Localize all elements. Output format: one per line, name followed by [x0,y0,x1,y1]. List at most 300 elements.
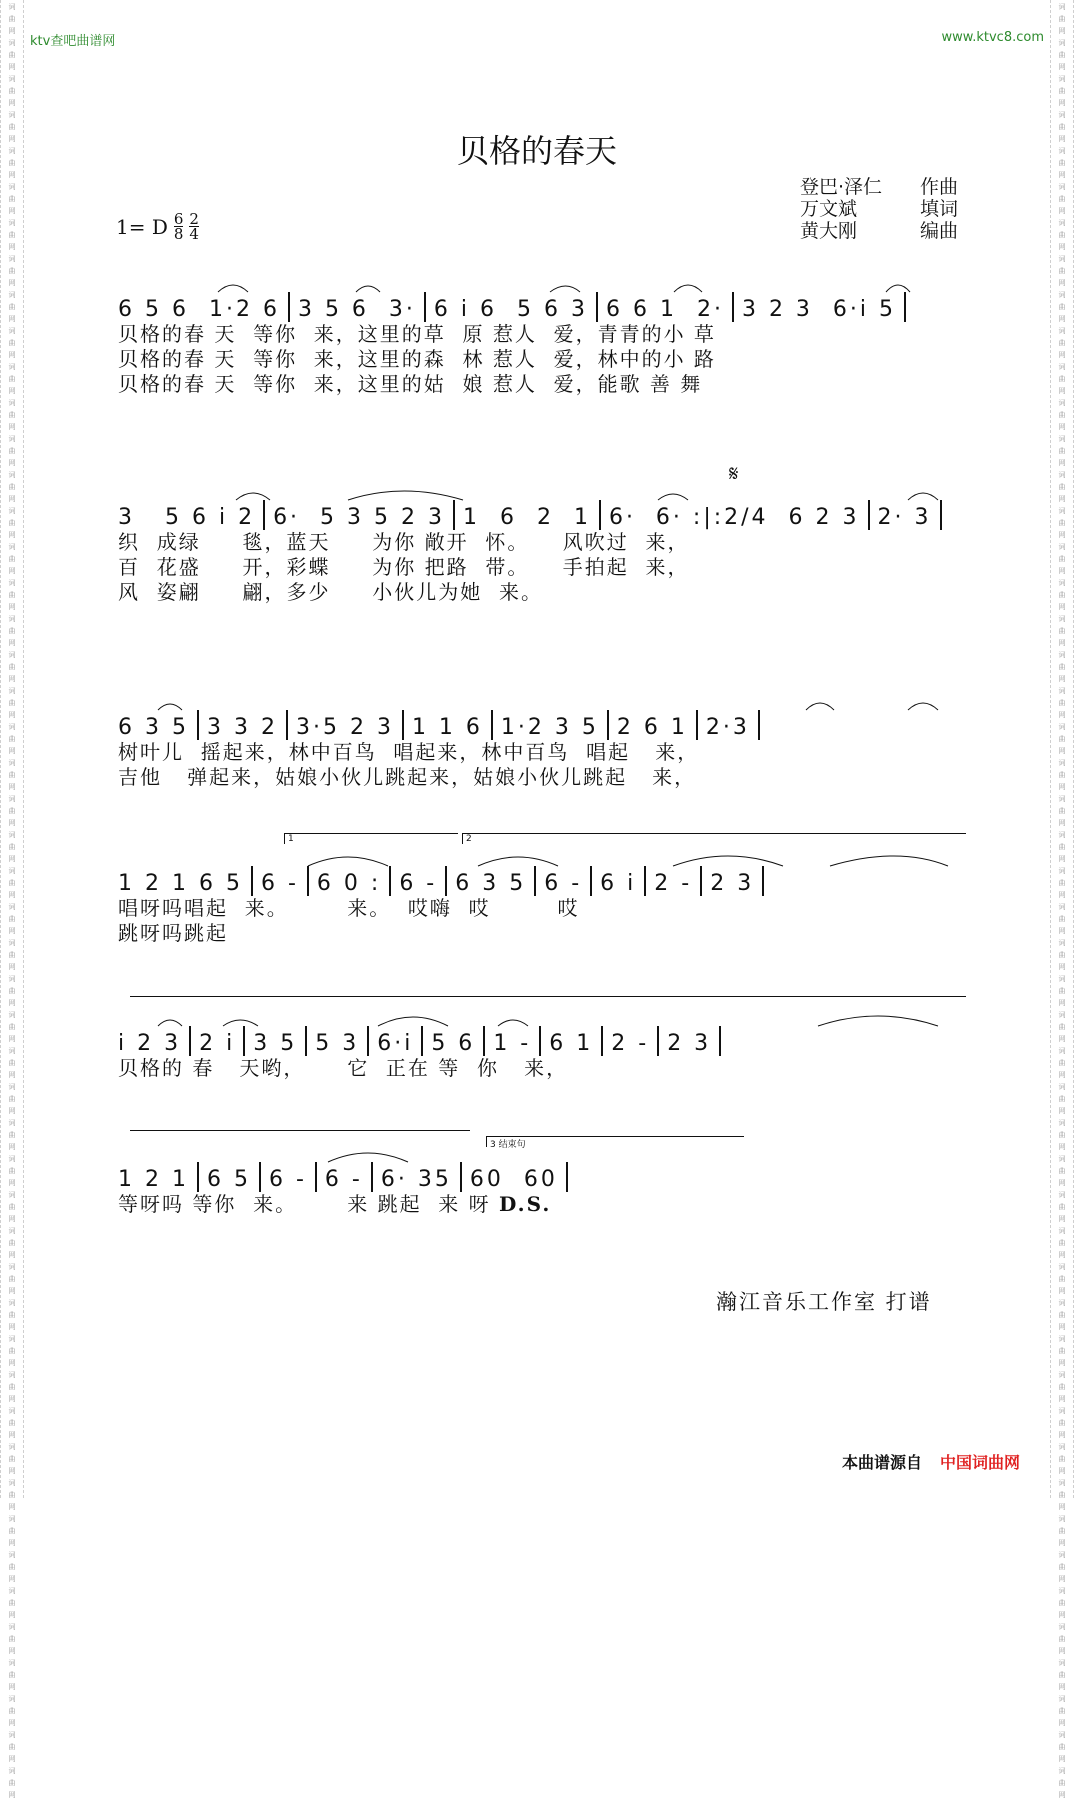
watermark-char: 曲 [8,15,16,23]
watermark-char: 网 [1058,639,1066,647]
staff-system-2 [118,496,968,605]
watermark-char: 网 [1058,675,1066,683]
watermark-char: 网 [8,1575,16,1583]
watermark-char: 词 [8,1443,16,1451]
watermark-char: 网 [8,927,16,935]
watermark-char: 网 [1058,1467,1066,1475]
watermark-char: 网 [1058,1143,1066,1151]
credit-lyricist: 万文斌 填词 [800,198,959,220]
watermark-char: 网 [1058,1071,1066,1079]
right-watermark-strip [1050,0,1074,1799]
measure: 5 6 [431,1031,476,1056]
staff-system-3 [118,706,968,790]
watermark-char: 词 [1058,1371,1066,1379]
watermark-char: 曲 [8,555,16,563]
watermark-char: 网 [1058,819,1066,827]
watermark-char: 网 [8,1035,16,1043]
watermark-char: 词 [1058,291,1066,299]
watermark-char: 网 [8,567,16,575]
watermark-char: 网 [8,27,16,35]
watermark-char: 词 [1058,39,1066,47]
watermark-char: 网 [8,207,16,215]
measure: 2 3 [710,871,755,896]
watermark-char: 网 [8,279,16,287]
watermark-char: 词 [1058,1299,1066,1307]
watermark-char: 词 [8,111,16,119]
watermark-char: 词 [8,1731,16,1739]
key-signature: 1= D $\frac{6}{8}$ $\frac{2}{4}$ [116,210,199,243]
watermark-char: 词 [8,1695,16,1703]
watermark-char: 曲 [1058,1095,1066,1103]
notation-row-1 [118,288,968,322]
watermark-char: 网 [8,603,16,611]
watermark-char: 曲 [8,1167,16,1175]
watermark-char: 曲 [8,1275,16,1283]
watermark-char: 网 [1058,1179,1066,1187]
watermark-char: 词 [8,687,16,695]
measure: 1 6 2 1 [463,505,591,530]
watermark-char: 词 [1058,975,1066,983]
watermark-char: 词 [1058,507,1066,515]
watermark-char: 网 [8,1071,16,1079]
watermark-char: 网 [8,1539,16,1547]
watermark-char: 词 [8,363,16,371]
watermark-char: 网 [1058,999,1066,1007]
watermark-char: 网 [8,999,16,1007]
watermark-char: 曲 [8,51,16,59]
watermark-char: 网 [1058,315,1066,323]
watermark-char: 词 [1058,1623,1066,1631]
watermark-char: 曲 [1058,555,1066,563]
staff-system-4 [118,862,968,946]
watermark-char: 曲 [8,1419,16,1427]
watermark-char: 曲 [1058,1131,1066,1139]
watermark-char: 词 [8,579,16,587]
watermark-char: 词 [8,1191,16,1199]
watermark-char: 网 [8,1719,16,1727]
watermark-char: 词 [8,1623,16,1631]
watermark-char: 网 [8,1179,16,1187]
watermark-char: 曲 [8,1491,16,1499]
watermark-char: 网 [8,243,16,251]
watermark-char: 网 [1058,27,1066,35]
watermark-char: 曲 [1058,1527,1066,1535]
watermark-char: 词 [1058,1587,1066,1595]
watermark-char: 词 [1058,1479,1066,1487]
watermark-char: 曲 [1058,1455,1066,1463]
watermark-char: 网 [1058,783,1066,791]
watermark-char: 网 [1058,1215,1066,1223]
watermark-char: 词 [8,183,16,191]
watermark-char: 曲 [8,699,16,707]
watermark-char: 词 [8,1047,16,1055]
watermark-char: 词 [1058,723,1066,731]
watermark-char: 词 [1058,435,1066,443]
watermark-char: 网 [1058,891,1066,899]
watermark-char: 曲 [8,1311,16,1319]
watermark-char: 曲 [1058,339,1066,347]
measure: 2 i [199,1031,236,1056]
watermark-char: 网 [8,1359,16,1367]
watermark-char: 曲 [1058,1599,1066,1607]
watermark-char: 词 [1058,1659,1066,1667]
watermark-char: 网 [1058,1539,1066,1547]
measure: 6·i [377,1031,414,1056]
measure: 3 3 2 [206,715,278,740]
watermark-char: 曲 [8,1203,16,1211]
watermark-char: 词 [1058,1011,1066,1019]
watermark-char: 网 [1058,495,1066,503]
lyric-line: 百 花盛 开，彩蝶 为你 把路 带。 手拍起 来， [118,555,690,579]
measure: 2 3 [667,1031,712,1056]
lyric-line: 跳呀吗跳起 [118,921,228,945]
watermark-char: 曲 [1058,159,1066,167]
watermark-char: 词 [8,1551,16,1559]
watermark-char: 网 [8,891,16,899]
measure: 6 0 : [316,871,382,896]
watermark-char: 网 [8,1215,16,1223]
watermark-char: 词 [1058,795,1066,803]
measure: 1 1 6 [411,715,483,740]
watermark-char: 词 [1058,1119,1066,1127]
watermark-char: 曲 [8,1743,16,1751]
watermark-char: 曲 [8,483,16,491]
watermark-char: 词 [8,1119,16,1127]
watermark-char: 曲 [8,1599,16,1607]
watermark-char: 曲 [8,1671,16,1679]
measure: 3 2 3 6·i 5 [741,297,897,322]
measure: 1·2 3 5 [500,715,599,740]
watermark-char: 词 [1058,1083,1066,1091]
measure: 3 5 [253,1031,298,1056]
watermark-char: 网 [8,639,16,647]
watermark-char: 曲 [8,411,16,419]
watermark-char: 词 [8,615,16,623]
watermark-char: 网 [8,1467,16,1475]
watermark-char: 词 [1058,1407,1066,1415]
watermark-char: 曲 [1058,627,1066,635]
watermark-char: 词 [1058,1551,1066,1559]
watermark-char: 网 [8,1107,16,1115]
watermark-char: 词 [1058,867,1066,875]
measure: 3 5 6 i 2 [118,505,256,530]
watermark-char: 曲 [1058,699,1066,707]
watermark-char: 网 [1058,711,1066,719]
watermark-char: 词 [1058,1443,1066,1451]
watermark-char: 网 [1058,1359,1066,1367]
watermark-char: 曲 [1058,1023,1066,1031]
watermark-char: 网 [8,1287,16,1295]
watermark-char: 曲 [1058,195,1066,203]
watermark-char: 词 [1058,183,1066,191]
watermark-char: 词 [8,543,16,551]
credits [800,176,958,242]
watermark-char: 网 [1058,1755,1066,1763]
watermark-char: 曲 [8,627,16,635]
watermark-char: 曲 [8,267,16,275]
measure: 6 3 5 [118,715,189,740]
watermark-char: 网 [8,1251,16,1259]
watermark-char: 网 [1058,963,1066,971]
measure: 6· 5 3 5 2 3 [273,505,445,530]
staff-system-5 [118,1022,968,1081]
watermark-char: 词 [1058,75,1066,83]
measure: 2 6 1 [616,715,688,740]
watermark-char: 词 [1058,1767,1066,1775]
watermark-char: 词 [8,1227,16,1235]
measure: 6· 6· : [608,505,704,530]
watermark-char: 曲 [8,1239,16,1247]
watermark-char: 曲 [8,339,16,347]
watermark-char: 曲 [8,735,16,743]
watermark-char: 词 [8,795,16,803]
watermark-char: 曲 [8,1455,16,1463]
watermark-char: 曲 [1058,807,1066,815]
measure: 6 1 [549,1031,594,1056]
watermark-char: 词 [1058,1263,1066,1271]
measure: 6 6 1 2· [605,297,724,322]
measure: 6 - [260,871,299,896]
watermark-char: 网 [8,495,16,503]
volta-1: 1 [284,833,458,844]
notation-row-4 [118,862,968,896]
watermark-char: 词 [8,75,16,83]
watermark-char: 网 [8,711,16,719]
watermark-char: 网 [1058,855,1066,863]
notation-row-3 [118,706,968,740]
watermark-char: 词 [1058,939,1066,947]
watermark-char: 曲 [1058,519,1066,527]
watermark-char: 词 [1058,759,1066,767]
watermark-char: 词 [8,219,16,227]
staff-system-6 [118,1158,968,1217]
watermark-char: 曲 [1058,591,1066,599]
watermark-char: 网 [1058,1719,1066,1727]
watermark-char: 网 [8,1647,16,1655]
watermark-char: 词 [8,651,16,659]
watermark-char: 网 [8,963,16,971]
watermark-char: 网 [1058,351,1066,359]
watermark-char: 曲 [1058,915,1066,923]
watermark-char: 词 [8,291,16,299]
watermark-char: 词 [8,1407,16,1415]
lyric-line: 树叶儿 摇起来，林中百鸟 唱起来，林中百鸟 唱起 来， [118,740,700,764]
watermark-char: 曲 [8,807,16,815]
watermark-char: 词 [1058,363,1066,371]
watermark-char: 网 [1058,1791,1066,1799]
watermark-char: 网 [1058,1683,1066,1691]
watermark-char: 曲 [1058,987,1066,995]
watermark-char: 曲 [8,447,16,455]
watermark-char: 曲 [8,843,16,851]
watermark-char: 网 [8,1431,16,1439]
watermark-char: 曲 [8,1563,16,1571]
watermark-char: 曲 [8,1635,16,1643]
watermark-char: 词 [1058,327,1066,335]
watermark-char: 词 [8,1587,16,1595]
watermark-char: 词 [1058,579,1066,587]
watermark-char: 曲 [1058,375,1066,383]
lyric-line: 风 姿翩 翩，多少 小伙儿为她 来。 [118,580,544,604]
watermark-char: 曲 [1058,1635,1066,1643]
watermark-char: 网 [8,531,16,539]
watermark-char: 曲 [1058,411,1066,419]
watermark-char: 网 [1058,135,1066,143]
watermark-char: 曲 [8,1347,16,1355]
watermark-char: 曲 [1058,1239,1066,1247]
watermark-char: 曲 [8,915,16,923]
watermark-char: 曲 [1058,483,1066,491]
watermark-char: 词 [8,1083,16,1091]
lyric-line: 等呀吗 等你 来。 来 跳起 来 呀 D.S. [118,1192,552,1216]
watermark-char: 网 [8,1143,16,1151]
watermark-char: 网 [1058,1035,1066,1043]
watermark-char: 词 [1058,1515,1066,1523]
watermark-char: 网 [1058,531,1066,539]
watermark-char: 词 [1058,1335,1066,1343]
watermark-char: 曲 [1058,123,1066,131]
watermark-char: 网 [8,423,16,431]
watermark-char: 网 [1058,459,1066,467]
credit-composer: 登巴·泽仁 作曲 [800,176,959,198]
watermark-char: 曲 [8,303,16,311]
watermark-char: 曲 [1058,663,1066,671]
watermark-char: 网 [8,1683,16,1691]
watermark-char: 曲 [8,87,16,95]
segno-sign: 𝄋 [729,462,739,487]
site-name-left[interactable]: ktv查吧曲谱网 [30,34,116,49]
watermark-char: 网 [8,747,16,755]
watermark-char: 曲 [1058,1059,1066,1067]
watermark-char: 词 [1058,111,1066,119]
watermark-char: 词 [8,399,16,407]
watermark-char: 网 [1058,747,1066,755]
watermark-char: 网 [8,135,16,143]
watermark-char: 曲 [8,1023,16,1031]
left-watermark-strip [0,0,24,1799]
measure: 3·5 2 3 [295,715,394,740]
watermark-char: 网 [1058,1251,1066,1259]
measure: 3 5 6 3· [297,297,416,322]
watermark-char: 曲 [1058,1275,1066,1283]
watermark-char: 词 [1058,831,1066,839]
measure: i 2 3 [118,1031,182,1056]
watermark-char: 曲 [1058,15,1066,23]
watermark-char: 网 [1058,207,1066,215]
watermark-char: 曲 [1058,1743,1066,1751]
watermark-char: 网 [1058,567,1066,575]
watermark-char: 词 [1058,1695,1066,1703]
watermark-char: 网 [1058,279,1066,287]
watermark-char: 网 [1058,603,1066,611]
watermark-char: 曲 [1058,771,1066,779]
watermark-char: 词 [8,1155,16,1163]
watermark-char: 曲 [8,951,16,959]
watermark-char: 曲 [1058,1779,1066,1787]
watermark-char: 网 [8,459,16,467]
watermark-char: 网 [1058,1287,1066,1295]
watermark-char: 网 [1058,99,1066,107]
volta-2: 2 [462,833,966,844]
watermark-char: 曲 [1058,879,1066,887]
watermark-char: 曲 [1058,267,1066,275]
watermark-char: 曲 [8,123,16,131]
watermark-char: 网 [1058,1431,1066,1439]
watermark-char: 曲 [1058,1383,1066,1391]
engraver-credit: 瀚江音乐工作室 打谱 [716,1290,932,1314]
measure: 6 5 6 1·2 6 [118,297,280,322]
watermark-char: 网 [1058,171,1066,179]
watermark-char: 网 [8,783,16,791]
measure: 2·3 [705,715,750,740]
watermark-char: 词 [1058,903,1066,911]
watermark-char: 曲 [1058,1671,1066,1679]
watermark-char: 词 [1058,1227,1066,1235]
watermark-char: 曲 [1058,303,1066,311]
watermark-char: 词 [8,975,16,983]
watermark-char: 词 [1058,1155,1066,1163]
watermark-char: 曲 [8,663,16,671]
watermark-char: 词 [1058,543,1066,551]
watermark-char: 曲 [8,519,16,527]
watermark-char: 曲 [8,987,16,995]
watermark-char: 曲 [1058,51,1066,59]
measure: 6 i [600,871,637,896]
watermark-char: 词 [1058,219,1066,227]
watermark-char: 词 [8,831,16,839]
site-url-right[interactable]: www.ktvc8.com [941,30,1044,45]
watermark-char: 曲 [1058,1707,1066,1715]
watermark-char: 词 [1058,399,1066,407]
measure: 6 - [399,871,438,896]
measure: 2 - [654,871,693,896]
watermark-char: 词 [8,147,16,155]
watermark-char: 网 [1058,1503,1066,1511]
watermark-char: 网 [8,99,16,107]
source-site-link[interactable]: 中国词曲网 [940,1453,1021,1472]
watermark-char: 网 [1058,1611,1066,1619]
watermark-char: 网 [1058,1647,1066,1655]
notation-row-2 [118,496,968,530]
watermark-char: 词 [8,3,16,11]
watermark-char: 曲 [8,1095,16,1103]
watermark-char: 曲 [8,1707,16,1715]
watermark-char: 曲 [1058,735,1066,743]
watermark-char: 曲 [8,195,16,203]
ds-marker: D.S. [499,1192,552,1216]
watermark-char: 词 [8,939,16,947]
song-title: 贝格的春天 [456,132,617,170]
watermark-char: 曲 [1058,1167,1066,1175]
measure: 6 - [324,1167,363,1192]
measure: 1 - [493,1031,532,1056]
watermark-char: 曲 [8,159,16,167]
watermark-char: 网 [8,315,16,323]
watermark-char: 网 [1058,243,1066,251]
lyric-line: 贝格的春 天 等你 来，这里的草 原 惹人 爱，青青的小 草 [118,322,716,346]
measure: 6 5 [206,1167,251,1192]
watermark-char: 词 [8,723,16,731]
measure: |:2/4 6 2 3 [703,505,860,530]
watermark-char: 词 [8,1515,16,1523]
watermark-char: 词 [8,1335,16,1343]
watermark-char: 曲 [8,1383,16,1391]
measure: 2 - [611,1031,650,1056]
watermark-char: 词 [8,507,16,515]
watermark-char: 网 [8,387,16,395]
watermark-char: 词 [1058,255,1066,263]
watermark-char: 曲 [8,1779,16,1787]
